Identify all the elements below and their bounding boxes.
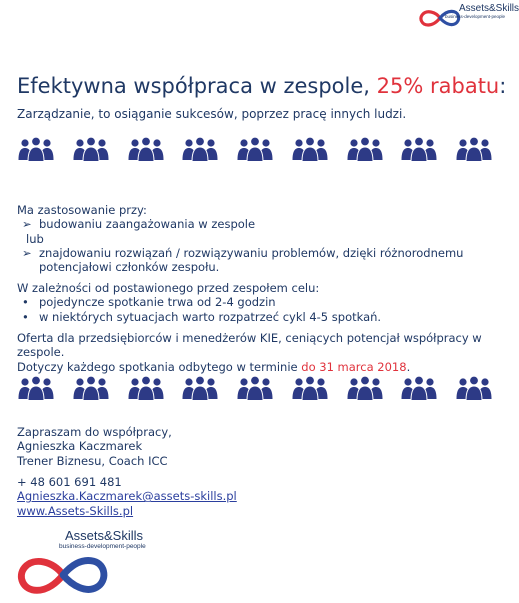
- signature-invite: Zapraszam do współpracy,: [17, 425, 172, 439]
- list-item: [17, 246, 487, 275]
- group-of-people-icon: [346, 375, 384, 401]
- offer-line-1: Oferta dla przedsiębiorców i menedżerów KIE, ceniących potencjał współpracy w zespole.: [17, 331, 482, 360]
- goal-item-text: w niektórych sytuacjach warto rozpatrzeć cykl 4-5 spotkań.: [39, 309, 382, 324]
- subtitle: Zarządzanie, to osiąganie sukcesów, poprzez pracę innych ludzi.: [17, 107, 407, 121]
- title-discount: 25% rabatu: [376, 74, 500, 98]
- group-of-people-icon: [400, 136, 438, 162]
- offer-section: [17, 331, 493, 374]
- group-of-people-icon: [17, 375, 55, 401]
- logo-brand: Assets&Skills: [65, 528, 144, 543]
- group-of-people-icon: [400, 375, 438, 401]
- list-item: [17, 217, 487, 231]
- list-item: [17, 295, 487, 309]
- logo-brand: Assets&Skills: [459, 3, 519, 14]
- signature-name: Agnieszka Kaczmarek: [17, 439, 143, 454]
- contact-email-link[interactable]: Agnieszka.Kaczmarek@assets-skills.pl: [17, 489, 237, 504]
- usage-list: [17, 217, 487, 274]
- list-item: [17, 310, 487, 324]
- offer-line-2-end: .: [406, 359, 411, 374]
- signature-block: [17, 425, 172, 468]
- group-of-people-icon: [291, 375, 329, 401]
- arrow-bullet-icon: ➢: [22, 217, 32, 232]
- list-item: [17, 232, 487, 246]
- infinity-logo-icon: [17, 552, 109, 598]
- contact-website-link[interactable]: www.Assets-Skills.pl: [17, 503, 134, 518]
- signature-role: Trener Biznesu, Coach ICC: [17, 453, 168, 468]
- bullet-dot-icon: •: [22, 295, 29, 310]
- logo-tagline: business-development-people: [59, 543, 146, 550]
- offer-deadline: do 31 marca 2018: [301, 359, 407, 374]
- usage-section: [17, 203, 487, 274]
- group-of-people-icon: [181, 136, 219, 162]
- group-of-people-icon: [127, 136, 165, 162]
- usage-item-text: budowaniu zaangażowania w zespole: [39, 217, 256, 232]
- goal-list: [17, 295, 487, 324]
- goal-item-text: pojedyncze spotkanie trwa od 2-4 godzin: [39, 295, 276, 310]
- title-main: Efektywna współpraca w zespole,: [17, 74, 377, 98]
- usage-item-text: lub: [26, 231, 44, 246]
- group-of-people-icon: [127, 375, 165, 401]
- group-of-people-icon: [236, 375, 274, 401]
- usage-intro: Ma zastosowanie przy:: [17, 203, 147, 217]
- group-of-people-icon: [236, 136, 274, 162]
- contact-block: [17, 475, 237, 518]
- icon-row-top: [17, 136, 493, 166]
- icon-row-bottom: [17, 375, 493, 405]
- group-of-people-icon: [181, 375, 219, 401]
- group-of-people-icon: [455, 375, 493, 401]
- contact-phone: + 48 601 691 481: [17, 475, 122, 489]
- goal-section: [17, 281, 487, 324]
- offer-line-2: [17, 360, 493, 374]
- logo-top: [419, 3, 519, 31]
- arrow-bullet-icon: ➢: [22, 245, 32, 260]
- group-of-people-icon: [455, 136, 493, 162]
- page-title: [17, 74, 506, 98]
- group-of-people-icon: [17, 136, 55, 162]
- bullet-dot-icon: •: [22, 309, 29, 324]
- group-of-people-icon: [291, 136, 329, 162]
- offer-line-2-text: Dotyczy każdego spotkania odbytego w terminie: [17, 359, 302, 374]
- logo-tagline: business-development-people: [445, 14, 506, 19]
- group-of-people-icon: [346, 136, 384, 162]
- group-of-people-icon: [72, 136, 110, 162]
- group-of-people-icon: [72, 375, 110, 401]
- logo-bottom: [17, 528, 157, 600]
- goal-intro: W zależności od postawionego przed zespołem celu:: [17, 281, 320, 295]
- title-end: :: [499, 74, 507, 98]
- usage-item-text: znajdowaniu rozwiązań / rozwiązywaniu problemów, dzięki różnorodnemu potencjałowi członków zespołu.: [39, 245, 464, 275]
